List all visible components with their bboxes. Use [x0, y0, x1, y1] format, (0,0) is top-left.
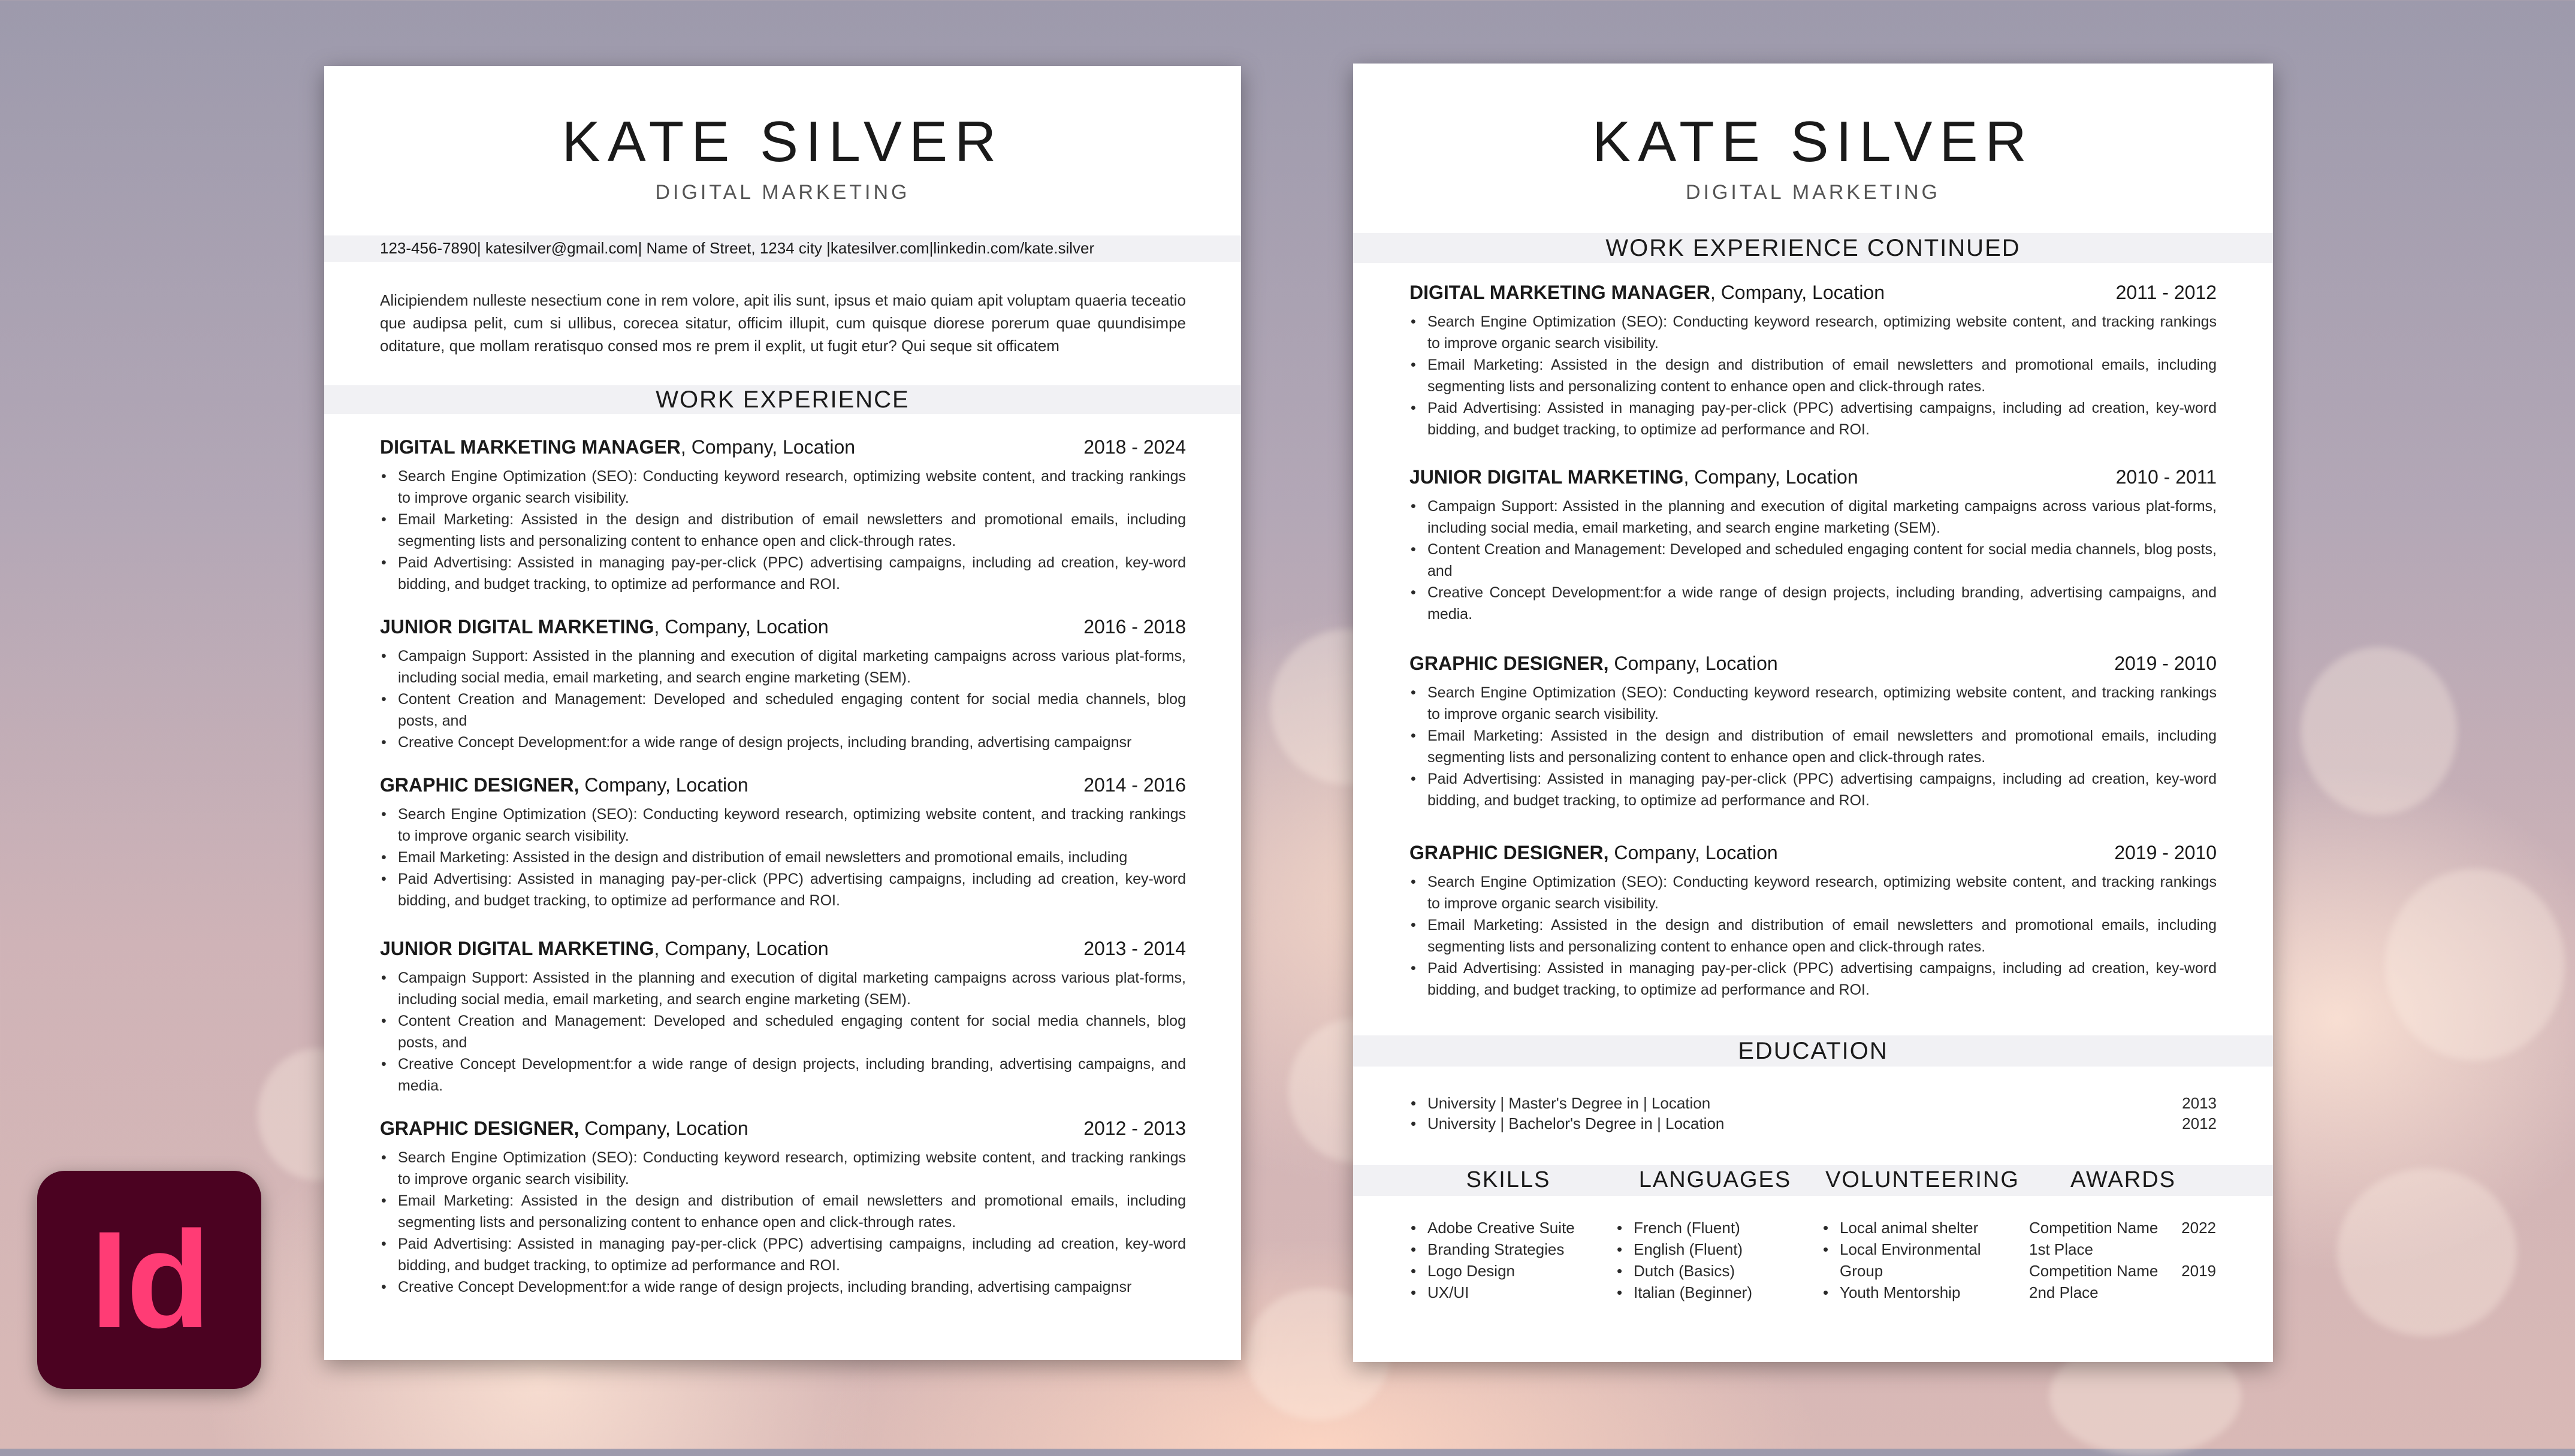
job-bullet: • Creative Concept Development:for a wide range of design projects, including branding, advertising campaignsr [380, 1276, 1186, 1298]
volunteering-item: • Local Environmental Group [1822, 1238, 2013, 1282]
job-bullet: • Creative Concept Development:for a wide range of design projects, including branding, advertising campaigns, and media. [1409, 582, 2217, 625]
job-role: DIGITAL MARKETING MANAGER [380, 436, 681, 458]
job-bullet: • Campaign Support: Assisted in the planning and execution of digital marketing campaigns across various plat-forms, including social media, email marketing, and search engine marketing (SEM). [1409, 496, 2217, 539]
job-bullet: • Email Marketing: Assisted in the design and distribution of email newsletters and promotional emails, including segmenting lists and personalizing content to enhance open and click-through rates. [1409, 354, 2217, 397]
award-item [2029, 1217, 2216, 1238]
job-header [1409, 653, 2217, 675]
award-year: 2019 [2181, 1262, 2216, 1280]
job-entry [1409, 842, 2217, 1001]
job-role: JUNIOR DIGITAL MARKETING [380, 938, 654, 959]
skill-item: • Adobe Creative Suite [1409, 1217, 1601, 1238]
job-header [380, 616, 1186, 638]
job-role: GRAPHIC DESIGNER, [380, 1117, 579, 1139]
award-year: 2022 [2181, 1219, 2216, 1237]
job-bullet: • Creative Concept Development:for a wide range of design projects, including branding, advertising campaigns, and media. [380, 1053, 1186, 1096]
job-bullet: • Content Creation and Management: Developed and scheduled engaging content for social media channels, blog posts, and [380, 688, 1186, 732]
job-dates: 2018 - 2024 [1083, 436, 1186, 458]
award-item [2029, 1260, 2216, 1282]
job-header [380, 938, 1186, 960]
volunteering-item: • Youth Mentorship [1822, 1282, 2013, 1303]
candidate-title: DIGITAL MARKETING [1685, 181, 1941, 204]
job-bullet: • Search Engine Optimization (SEO): Conducting keyword research, optimizing website content, and tracking rankings to improve organic search visibility. [380, 803, 1186, 847]
job-role-company [380, 1117, 748, 1140]
language-item: • Dutch (Basics) [1616, 1260, 1807, 1282]
resume-page-1 [324, 66, 1241, 1360]
education-item [1409, 1113, 2217, 1134]
job-role-company [380, 938, 829, 960]
job-role: JUNIOR DIGITAL MARKETING [1409, 466, 1684, 488]
section-title-education: EDUCATION [1738, 1038, 1888, 1064]
job-bullet: • Content Creation and Management: Developed and scheduled engaging content for social media channels, blog posts, and [1409, 539, 2217, 582]
job-dates: 2016 - 2018 [1083, 616, 1186, 638]
job-header [380, 1117, 1186, 1140]
job-company: Company, Location [579, 1117, 748, 1139]
job-bullets [1409, 496, 2217, 625]
skill-item: • Logo Design [1409, 1260, 1601, 1282]
candidate-name: KATE SILVER [562, 110, 1004, 174]
job-role: GRAPHIC DESIGNER, [380, 774, 579, 796]
award-name: Competition Name [2029, 1219, 2159, 1237]
job-entry [380, 1117, 1186, 1298]
job-company: , Company, Location [1710, 282, 1885, 303]
section-title-awards: AWARDS [2070, 1167, 2176, 1192]
section-band [1353, 233, 2273, 263]
job-dates: 2013 - 2014 [1083, 938, 1186, 959]
skill-item: • Branding Strategies [1409, 1238, 1601, 1260]
job-company: Company, Location [1608, 653, 1778, 674]
job-bullets [380, 645, 1186, 753]
job-bullet: • Paid Advertising: Assisted in managing pay-per-click (PPC) advertising campaigns, including ad creation, key-word bidding, and budget tracking, to optimize ad performance and ROI. [380, 552, 1186, 595]
skills-list [1409, 1217, 1601, 1303]
job-dates: 2012 - 2013 [1083, 1117, 1186, 1139]
indesign-logo-text: Id [90, 1203, 209, 1357]
job-bullet: • Campaign Support: Assisted in the planning and execution of digital marketing campaigns across various plat-forms, including social media, email marketing, and search engine marketing (SEM). [380, 645, 1186, 688]
job-dates: 2019 - 2010 [2114, 842, 2217, 863]
job-role-company [1409, 842, 1778, 864]
award-place: 2nd Place [2029, 1283, 2099, 1301]
job-bullets [380, 466, 1186, 595]
job-bullet: • Email Marketing: Assisted in the design and distribution of email newsletters and promotional emails, including segmenting lists and personalizing content to enhance open and click-through rates. [380, 1190, 1186, 1233]
job-entry [380, 436, 1186, 595]
job-bullet: • Search Engine Optimization (SEO): Conducting keyword research, optimizing website content, and tracking rankings to improve organic search visibility. [380, 466, 1186, 509]
indesign-icon [37, 1171, 261, 1389]
section-title-languages: LANGUAGES [1638, 1167, 1792, 1192]
job-bullet: • Paid Advertising: Assisted in managing pay-per-click (PPC) advertising campaigns, including ad creation, key-word bidding, and budget tracking, to optimize ad performance and ROI. [1409, 768, 2217, 811]
job-bullet: • Email Marketing: Assisted in the design and distribution of email newsletters and promotional emails, including [380, 847, 1186, 868]
job-role: DIGITAL MARKETING MANAGER [1409, 282, 1710, 303]
job-company: Company, Location [579, 774, 748, 796]
section-title-work-experience-continued: WORK EXPERIENCE CONTINUED [1605, 235, 2021, 261]
job-bullet: • Paid Advertising: Assisted in managing pay-per-click (PPC) advertising campaigns, including ad creation, key-word bidding, and budget tracking, to optimize ad performance and ROI. [1409, 397, 2217, 440]
language-item: • English (Fluent) [1616, 1238, 1807, 1260]
job-entry [1409, 466, 2217, 625]
job-company: , Company, Location [654, 616, 829, 638]
education-list [1409, 1093, 2217, 1134]
job-dates: 2014 - 2016 [1083, 774, 1186, 796]
section-title-volunteering: VOLUNTEERING [1825, 1167, 2019, 1192]
education-label: • University | Bachelor's Degree in | Location [1409, 1113, 1724, 1134]
job-header [380, 436, 1186, 458]
section-title-work-experience: WORK EXPERIENCE [656, 386, 910, 413]
job-role-company [1409, 466, 1858, 488]
job-entry [380, 938, 1186, 1096]
job-company: , Company, Location [654, 938, 829, 959]
job-role: GRAPHIC DESIGNER, [1409, 842, 1609, 863]
job-bullet: • Email Marketing: Assisted in the design and distribution of email newsletters and promotional emails, including segmenting lists and personalizing content to enhance open and click-through rates. [380, 509, 1186, 552]
contact-line: 123-456-7890| katesilver@gmail.com| Name of Street, 1234 city |katesilver.com|linkedin.com/kate.silver [380, 239, 1095, 257]
job-bullets [380, 1147, 1186, 1298]
language-item: • French (Fluent) [1616, 1217, 1807, 1238]
job-bullets [1409, 311, 2217, 440]
job-header [1409, 842, 2217, 864]
job-role-company [380, 616, 829, 638]
job-company: , Company, Location [1683, 466, 1858, 488]
job-role-company [1409, 282, 1885, 304]
job-bullet: • Paid Advertising: Assisted in managing pay-per-click (PPC) advertising campaigns, including ad creation, key-word bidding, and budget tracking, to optimize ad performance and ROI. [380, 1233, 1186, 1276]
resume-page-2 [1353, 64, 2273, 1362]
section-band [1353, 1035, 2273, 1067]
job-bullet: • Search Engine Optimization (SEO): Conducting keyword research, optimizing website content, and tracking rankings to improve organic search visibility. [1409, 682, 2217, 725]
skill-item: • UX/UI [1409, 1282, 1601, 1303]
job-bullet: • Search Engine Optimization (SEO): Conducting keyword research, optimizing website content, and tracking rankings to improve organic search visibility. [380, 1147, 1186, 1190]
job-role-company [380, 436, 855, 458]
education-item [1409, 1093, 2217, 1113]
job-bullet: • Search Engine Optimization (SEO): Conducting keyword research, optimizing website content, and tracking rankings to improve organic search visibility. [1409, 311, 2217, 354]
awards-list [2029, 1217, 2216, 1303]
job-bullets [1409, 682, 2217, 811]
candidate-title: DIGITAL MARKETING [655, 181, 910, 204]
job-bullets [380, 967, 1186, 1096]
job-bullet: • Campaign Support: Assisted in the planning and execution of digital marketing campaigns across various plat-forms, including social media, email marketing, and search engine marketing (SEM). [380, 967, 1186, 1010]
job-bullet: • Content Creation and Management: Developed and scheduled engaging content for social media channels, blog posts, and [380, 1010, 1186, 1053]
summary-paragraph: Alicipiendem nulleste nesectium cone in rem volore, apit ilis sunt, ipsus et maio quiam apit voluptam quaeria teceatio que audipsa pelit, cum si ullibus, corecea sitatur, officim illupit, cum quisque diorese porerum quae quundisimpe oditature, que mollam reratisquo consed mos re prem il explit, ut fugit etur? Qui seque sit officatem [380, 291, 1186, 355]
language-item: • Italian (Beginner) [1616, 1282, 1807, 1303]
education-year: 2013 [2182, 1094, 2217, 1112]
job-bullet: • Creative Concept Development:for a wide range of design projects, including branding, advertising campaignsr [380, 732, 1186, 753]
job-entry [1409, 653, 2217, 811]
job-entry [380, 774, 1186, 911]
job-bullet: • Paid Advertising: Assisted in managing pay-per-click (PPC) advertising campaigns, including ad creation, key-word bidding, and budget tracking, to optimize ad performance and ROI. [380, 868, 1186, 911]
job-role-company [1409, 653, 1778, 675]
award-place: 1st Place [2029, 1240, 2093, 1258]
job-bullets [380, 803, 1186, 911]
job-dates: 2011 - 2012 [2115, 282, 2217, 303]
job-role: GRAPHIC DESIGNER, [1409, 653, 1609, 674]
job-company: Company, Location [1608, 842, 1778, 863]
award-name: Competition Name [2029, 1262, 2159, 1280]
job-header [1409, 282, 2217, 304]
volunteering-list [1822, 1217, 2013, 1303]
job-entry [1409, 282, 2217, 440]
languages-list [1616, 1217, 1807, 1303]
job-company: , Company, Location [680, 436, 856, 458]
job-role: JUNIOR DIGITAL MARKETING [380, 616, 654, 638]
job-bullet: • Paid Advertising: Assisted in managing pay-per-click (PPC) advertising campaigns, including ad creation, key-word bidding, and budget tracking, to optimize ad performance and ROI. [1409, 957, 2217, 1001]
job-bullet: • Search Engine Optimization (SEO): Conducting keyword research, optimizing website content, and tracking rankings to improve organic search visibility. [1409, 871, 2217, 914]
job-header [380, 774, 1186, 796]
education-year: 2012 [2182, 1114, 2217, 1132]
volunteering-item: • Local animal shelter [1822, 1217, 2013, 1238]
job-bullet: • Email Marketing: Assisted in the design and distribution of email newsletters and promotional emails, including segmenting lists and personalizing content to enhance open and click-through rates. [1409, 725, 2217, 768]
job-bullets [1409, 871, 2217, 1001]
section-title-skills: SKILLS [1466, 1167, 1551, 1192]
job-dates: 2019 - 2010 [2114, 653, 2217, 674]
job-bullet: • Email Marketing: Assisted in the design and distribution of email newsletters and promotional emails, including segmenting lists and personalizing content to enhance open and click-through rates. [1409, 914, 2217, 957]
job-entry [380, 616, 1186, 753]
job-dates: 2010 - 2011 [2115, 466, 2217, 488]
candidate-name: KATE SILVER [1592, 110, 2034, 174]
job-role-company [380, 774, 748, 796]
section-band [324, 385, 1241, 414]
education-label: • University | Master's Degree in | Location [1409, 1093, 1710, 1113]
job-header [1409, 466, 2217, 488]
